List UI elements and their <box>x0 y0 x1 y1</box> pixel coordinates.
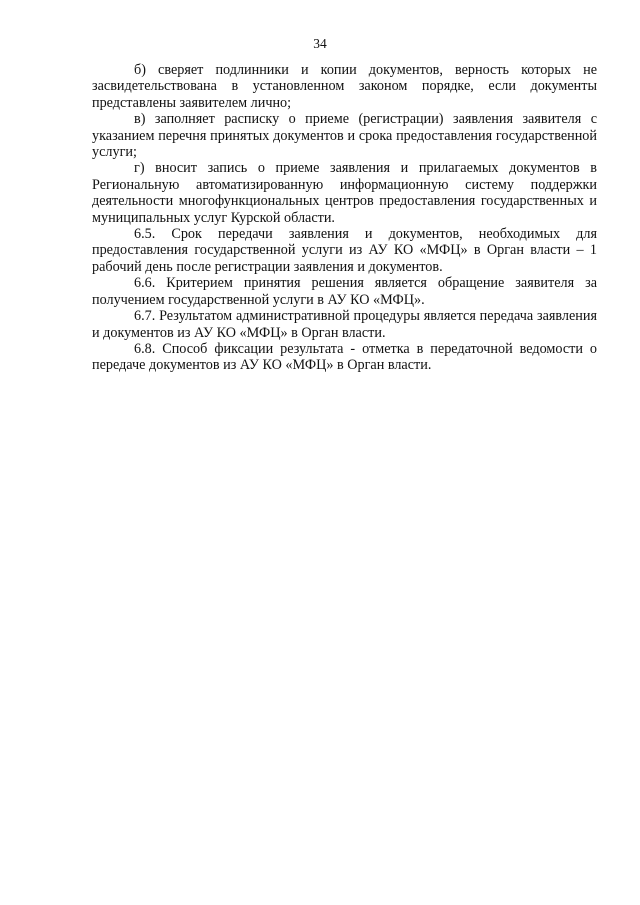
paragraph-6-7-result: 6.7. Результатом административной процедуры является передача заявления и документов из АУ КО «МФЦ» в Орган власти. <box>92 308 597 341</box>
paragraph-6-8-fixation-method: 6.8. Способ фиксации результата - отметка в передаточной ведомости о передаче документов из АУ КО «МФЦ» в Орган власти. <box>92 340 597 374</box>
paragraph-b-verify-originals: б) сверяет подлинники и копии документов, верность которых не засвидетельствована в установленном законом порядке, если документы представлены заявителем лично; <box>92 62 597 111</box>
paragraph-g-record-entry: г) вносит запись о приеме заявления и прилагаемых документов в Региональную автоматизированную информационную систему поддержки деятельности многофункциональных центров предоставления государственных и муниципальных услуг Курской области. <box>92 160 597 226</box>
paragraph-v-receipt: в) заполняет расписку о приеме (регистрации) заявления заявителя с указанием перечня принятых документов и срока предоставления государственной услуги; <box>92 111 597 161</box>
paragraph-6-5-transfer-deadline: 6.5. Срок передачи заявления и документов, необходимых для предоставления государственной услуги из АУ КО «МФЦ» в Орган власти – 1 рабочий день после регистрации заявления и документов. <box>92 226 597 275</box>
document-body <box>92 62 597 374</box>
paragraph-6-6-decision-criterion: 6.6. Критерием принятия решения является обращение заявителя за получением государственной услуги в АУ КО «МФЦ». <box>92 275 597 308</box>
page-number: 34 <box>313 36 327 51</box>
